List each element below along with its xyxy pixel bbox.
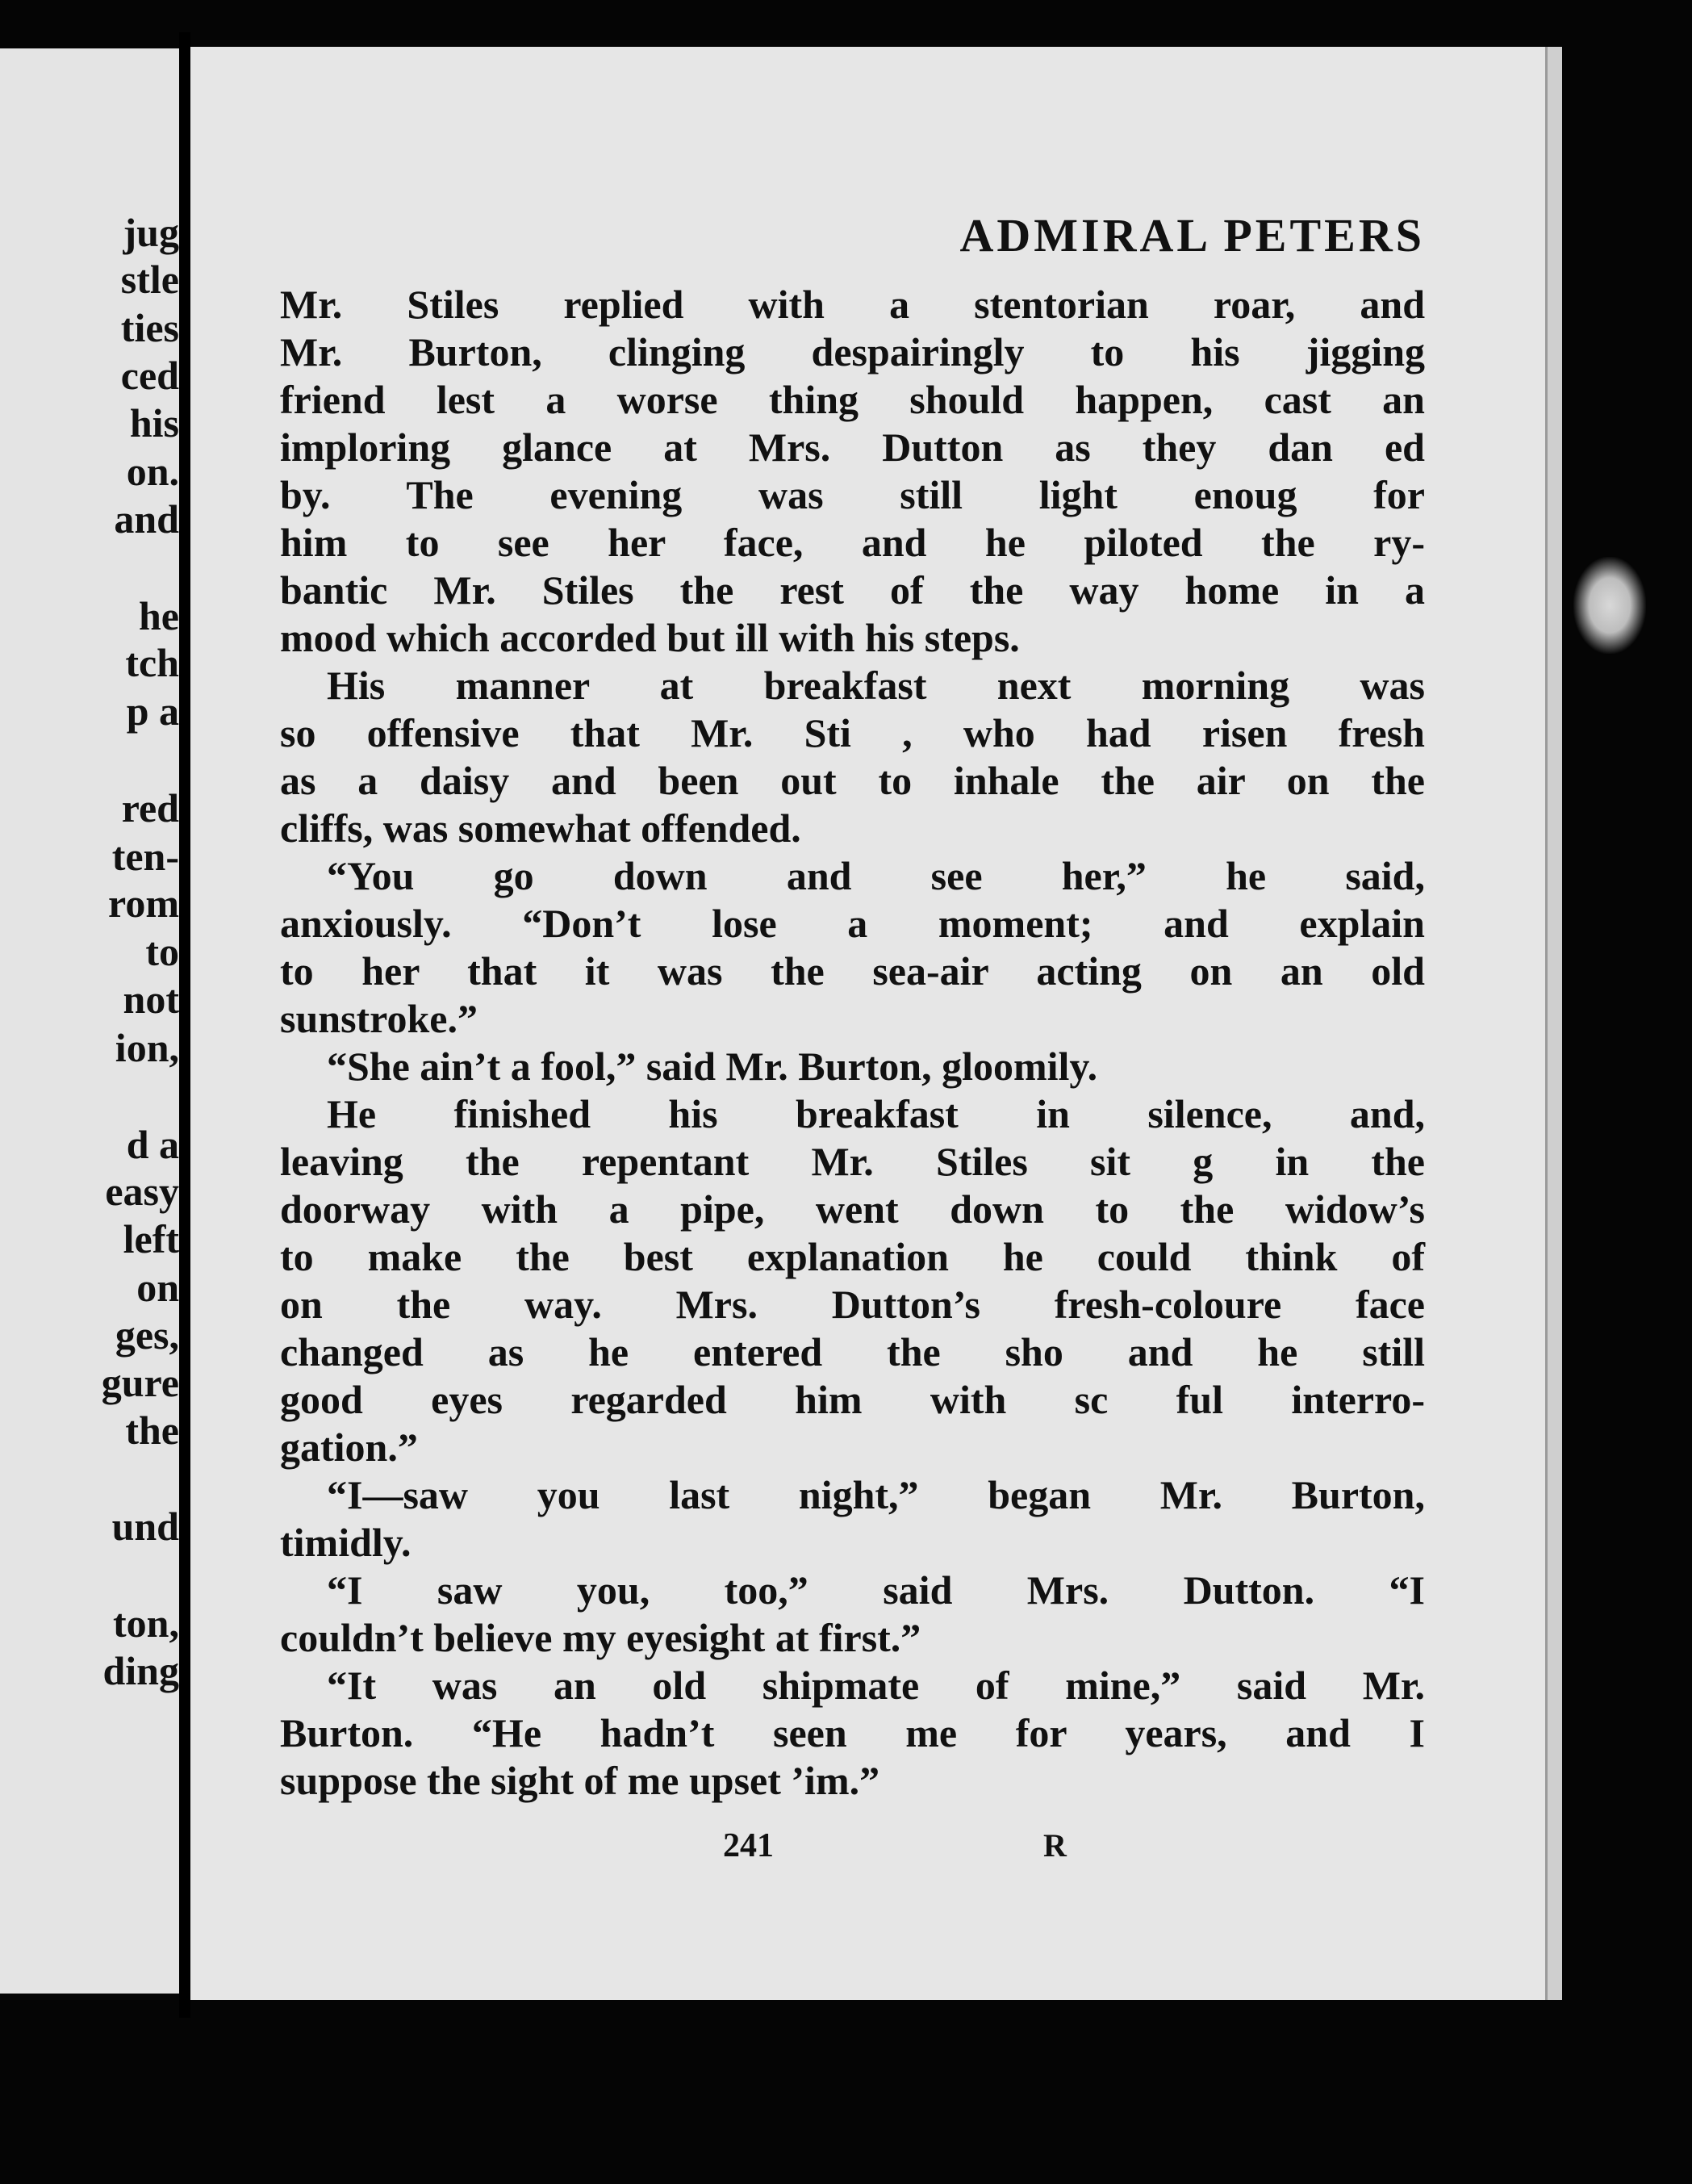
- left-page-fragment-line: he: [139, 593, 179, 638]
- text-line: doorway with a pipe, went down to the widow’s: [280, 1186, 1425, 1232]
- paper-damage-mark: [1573, 557, 1646, 654]
- left-page-fragment-line: d a: [126, 1122, 179, 1167]
- book-gutter: [179, 32, 190, 2018]
- left-page-fragment-line: ced: [120, 353, 179, 398]
- left-page-fragment-line: the: [125, 1408, 179, 1453]
- text-line: anxiously. “Don’t lose a moment; and explain: [280, 901, 1425, 946]
- page-number: 241: [723, 1827, 774, 1864]
- left-page-fragment-line: gure: [101, 1360, 179, 1405]
- left-page-fragment-line: jug: [123, 210, 179, 255]
- text-line: him to see her face, and he piloted the ry-: [280, 520, 1425, 565]
- running-head: ADMIRAL PETERS: [959, 209, 1425, 261]
- left-page-fragment: [0, 48, 179, 1994]
- left-page-fragment-line: on: [136, 1265, 179, 1310]
- left-page-fragment-line: and: [114, 496, 179, 542]
- text-line: as a daisy and been out to inhale the air on the: [280, 758, 1425, 803]
- left-page-fragment-line: rom: [108, 881, 179, 926]
- page-edge: [1545, 47, 1562, 2000]
- left-page-fragment-line: not: [123, 977, 179, 1022]
- text-line: good eyes regarded him with sc ful interro-: [280, 1377, 1425, 1422]
- left-page-fragment-line: his: [129, 400, 179, 446]
- text-line: on the way. Mrs. Dutton’s fresh-coloure face: [280, 1282, 1425, 1327]
- book-page: [190, 47, 1562, 2000]
- left-page-fragment-line: red: [121, 785, 179, 831]
- text-line: timidly.: [280, 1520, 412, 1565]
- text-line: cliffs, was somewhat offended.: [280, 805, 801, 851]
- text-line: “You go down and see her,” he said,: [327, 853, 1425, 898]
- left-page-fragment-line: ties: [120, 305, 179, 350]
- left-page-fragment-line: und: [111, 1504, 179, 1549]
- text-line: His manner at breakfast next morning was: [327, 663, 1425, 708]
- text-line: couldn’t believe my eyesight at first.”: [280, 1615, 921, 1660]
- text-line: suppose the sight of me upset ’im.”: [280, 1758, 880, 1803]
- left-page-fragment-line: ges,: [115, 1312, 179, 1358]
- signature-mark: R: [1043, 1827, 1067, 1864]
- text-line: to her that it was the sea-air acting on an old: [280, 948, 1425, 994]
- left-page-fragment-line: stle: [120, 257, 179, 302]
- text-line: leaving the repentant Mr. Stiles sit g in the: [280, 1139, 1425, 1184]
- text-line: “I saw you, too,” said Mrs. Dutton. “I: [327, 1567, 1425, 1613]
- left-page-fragment-line: on.: [126, 449, 179, 494]
- text-line: mood which accorded but ill with his steps.: [280, 615, 1020, 660]
- left-page-fragment-line: to: [145, 929, 179, 974]
- text-line: friend lest a worse thing should happen, cast an: [280, 377, 1425, 422]
- left-page-fragment-line: p a: [126, 688, 179, 734]
- text-line: He finished his breakfast in silence, and,: [327, 1091, 1425, 1136]
- left-page-fragment-line: ten-: [111, 834, 179, 879]
- text-line: gation.”: [280, 1425, 418, 1470]
- left-page-fragment-line: ding: [102, 1648, 179, 1693]
- text-line: by. The evening was still light enoug for: [280, 472, 1425, 517]
- left-page-fragment-line: left: [123, 1216, 179, 1261]
- text-line: Mr. Burton, clinging despairingly to his jigging: [280, 329, 1425, 374]
- left-page-fragment-line: tch: [125, 640, 179, 685]
- text-line: “She ain’t a fool,” said Mr. Burton, gloomily.: [327, 1044, 1098, 1089]
- left-page-fragment-line: ton,: [113, 1600, 179, 1646]
- page-body-text: [280, 281, 1425, 1805]
- text-line: Mr. Stiles replied with a stentorian roar, and: [280, 282, 1425, 327]
- text-line: sunstroke.”: [280, 996, 478, 1041]
- left-page-fragment-line: easy: [105, 1169, 179, 1214]
- text-line: bantic Mr. Stiles the rest of the way home in a: [280, 567, 1425, 613]
- text-line: “I—saw you last night,” began Mr. Burton,: [327, 1472, 1425, 1517]
- text-line: imploring glance at Mrs. Dutton as they dan ed: [280, 425, 1425, 470]
- left-page-fragment-line: ion,: [115, 1025, 179, 1070]
- text-line: changed as he entered the sho and he still: [280, 1329, 1425, 1374]
- text-line: “It was an old shipmate of mine,” said Mr.: [327, 1663, 1425, 1708]
- text-line: to make the best explanation he could think of: [280, 1234, 1425, 1279]
- text-line: so offensive that Mr. Sti , who had risen fresh: [280, 710, 1425, 755]
- text-line: Burton. “He hadn’t seen me for years, and I: [280, 1710, 1425, 1755]
